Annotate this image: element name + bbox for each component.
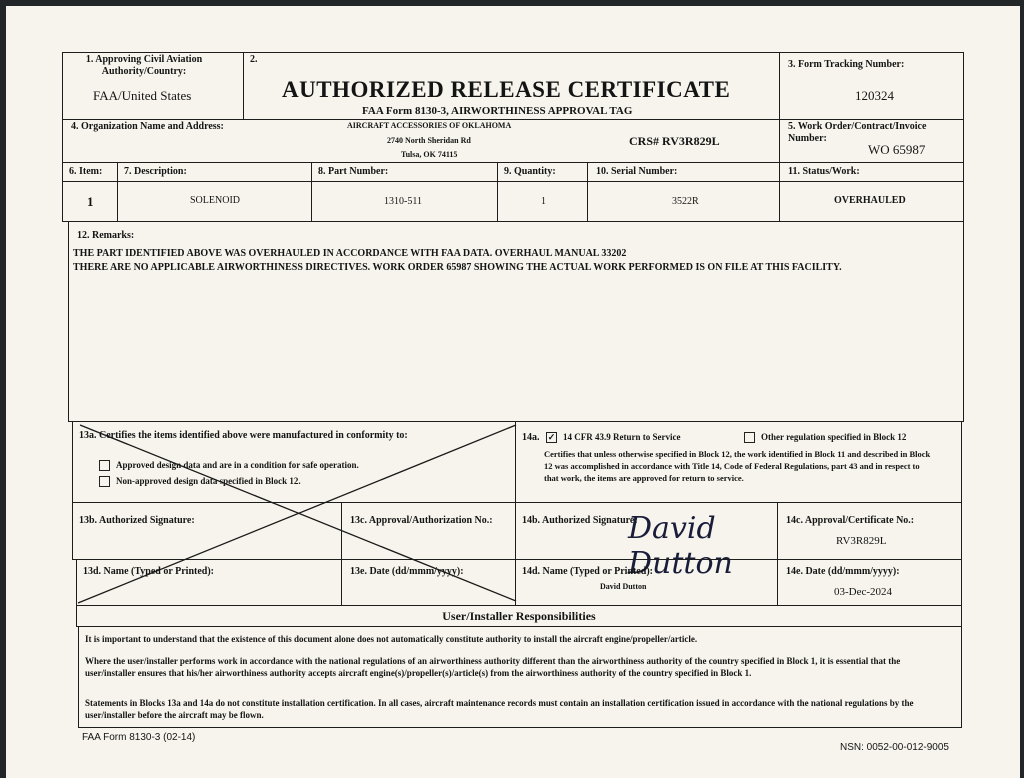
block-2-label: 2.: [250, 54, 258, 65]
col-part-label: 8. Part Number:: [318, 166, 389, 177]
footer-form-number: FAA Form 8130-3 (02-14): [82, 732, 196, 743]
block-14a-option-2-text: Other regulation specified in Block 12: [761, 432, 907, 442]
block-12-remarks: [68, 221, 964, 422]
col-qty-label: 9. Quantity:: [504, 166, 556, 177]
responsibility-2: Where the user/installer performs work in accordance with the national regulations of an airworthiness authority different than the airworthiness authority of the country specified in Block 1, it is essential that the user/installer ensures that his/her airworthiness authority accepts aircraft engine(s)/propeller(s)/article(s) from the airworthiness authority of the country specified in Block 1.: [85, 656, 901, 678]
form-subtitle: FAA Form 8130-3, AIRWORTHINESS APPROVAL TAG: [362, 105, 633, 117]
printed-name: David Dutton: [600, 582, 647, 591]
org-address-line2: Tulsa, OK 74115: [401, 150, 458, 159]
quantity-value: 1: [541, 196, 546, 207]
block-14d: [515, 559, 778, 606]
block-14c: [777, 502, 962, 560]
block-3-label: 3. Form Tracking Number:: [788, 59, 905, 70]
release-date: 03-Dec-2024: [834, 586, 893, 598]
col-part-header: [311, 162, 498, 182]
block-1-label: 1. Approving Civil Aviation Authority/Country:: [85, 54, 203, 77]
description-value: SOLENOID: [190, 195, 240, 206]
org-name: AIRCRAFT ACCESSORIES OF OKLAHOMA: [347, 121, 512, 130]
block-13b-label: 13b. Authorized Signature:: [79, 515, 195, 526]
col-qty-header: [497, 162, 588, 182]
block-12-label: 12. Remarks:: [77, 230, 135, 241]
item-value: 1: [87, 194, 94, 209]
approval-certificate-number: RV3R829L: [836, 535, 887, 547]
part-number-value: 1310-511: [384, 196, 422, 207]
block-3: [779, 52, 964, 120]
block-5: [779, 119, 964, 163]
block-4: [62, 119, 780, 163]
block-14e-label: 14e. Date (dd/mmm/yyyy):: [786, 566, 900, 577]
form-frame: [62, 52, 964, 753]
responsibilities-body: [78, 626, 962, 728]
block-14c-label: 14c. Approval/Certificate No.:: [786, 515, 915, 526]
block-13a-option-2-text: Non-approved design data specified in Block 12.: [116, 476, 301, 486]
block-14a-label: 14a.: [522, 432, 540, 443]
remark-line-1: THE PART IDENTIFIED ABOVE WAS OVERHAULED IN ACCORDANCE WITH FAA DATA. OVERHAUL MANUAL 33202: [73, 248, 627, 259]
form-title: AUTHORIZED RELEASE CERTIFICATE: [282, 77, 731, 102]
block-14a-option-1: [546, 432, 680, 443]
block-14a-statement: Certifies that unless otherwise specified in Block 12, the work identified in Block 11 and described in Block 12 was accomplished in accordance with Title 14, Code of Federal Regulations, part 43 and in respect to that work, the items are approved for return to service.: [544, 449, 931, 483]
approving-authority: FAA/United States: [93, 88, 192, 103]
responsibilities-title: User/Installer Responsibilities: [442, 609, 596, 623]
remark-line-2: THERE ARE NO APPLICABLE AIRWORTHINESS DIRECTIVES. WORK ORDER 65987 SHOWING THE ACTUAL WORK PERFORMED IS ON FILE AT THIS FACILITY.: [73, 262, 842, 273]
crs-number: CRS# RV3R829L: [629, 134, 720, 148]
block-14a-option-2: [744, 432, 906, 443]
serial-cell: [587, 181, 780, 222]
desc-cell: [117, 181, 312, 222]
col-status-header: [779, 162, 964, 182]
qty-cell: [497, 181, 588, 222]
col-desc-label: 7. Description:: [124, 166, 187, 177]
block-14d-label: 14d. Name (Typed or Printed):: [522, 566, 654, 577]
block-13-crossout: [72, 421, 526, 611]
block-13e-label: 13e. Date (dd/mmm/yyyy):: [350, 566, 464, 577]
block-13a-label: 13a. Certifies the items identified above were manufactured in conformity to:: [79, 430, 408, 441]
work-order-number: WO 65987: [868, 142, 926, 157]
crossout-line-2: [78, 425, 516, 603]
block-1: [62, 52, 244, 120]
part-cell: [311, 181, 498, 222]
col-serial-label: 10. Serial Number:: [596, 166, 678, 177]
responsibility-3: Statements in Blocks 13a and 14a do not constitute installation certification. In all cases, aircraft maintenance records must contain an installation certification issued in accordance with the national regulations by the user/installer before the aircraft may be flown.: [85, 698, 914, 720]
block-14b-label: 14b. Authorized Signature:: [522, 515, 638, 526]
status-value: OVERHAULED: [834, 195, 906, 206]
other-regulation-checkbox[interactable]: [744, 432, 755, 443]
block-5-label: 5. Work Order/Contract/Invoice Number:: [788, 121, 927, 144]
block-14e: [777, 559, 962, 606]
status-cell: [779, 181, 964, 222]
form-tracking-number: 120324: [855, 88, 894, 103]
responsibility-1: It is important to understand that the existence of this document alone does not automatically constitute authority to install the aircraft engine/propeller/article.: [85, 634, 698, 644]
block-14a: [515, 421, 962, 503]
col-status-label: 11. Status/Work:: [788, 166, 860, 177]
col-serial-header: [587, 162, 780, 182]
responsibilities-title-cell: [76, 605, 962, 627]
serial-number-value: 3522R: [672, 196, 699, 207]
block-13c-label: 13c. Approval/Authorization No.:: [350, 515, 493, 526]
block-4-label: 4. Organization Name and Address:: [71, 121, 224, 132]
footer-nsn: NSN: 0052-00-012-9005: [840, 742, 949, 753]
authorized-signature: David Dutton: [628, 511, 733, 581]
block-13a-option-1-text: Approved design data and are in a condition for safe operation.: [116, 460, 359, 470]
block-13d-label: 13d. Name (Typed or Printed):: [83, 566, 215, 577]
col-desc-header: [117, 162, 312, 182]
org-address-line1: 2740 North Sheridan Rd: [387, 136, 471, 145]
col-item-label: 6. Item:: [69, 166, 103, 177]
col-item-header: [62, 162, 118, 182]
item-cell: [62, 181, 118, 222]
block-2: [243, 52, 780, 120]
return-to-service-checkbox[interactable]: ✓: [547, 432, 556, 443]
block-14a-option-1-text: 14 CFR 43.9 Return to Service: [563, 432, 681, 442]
